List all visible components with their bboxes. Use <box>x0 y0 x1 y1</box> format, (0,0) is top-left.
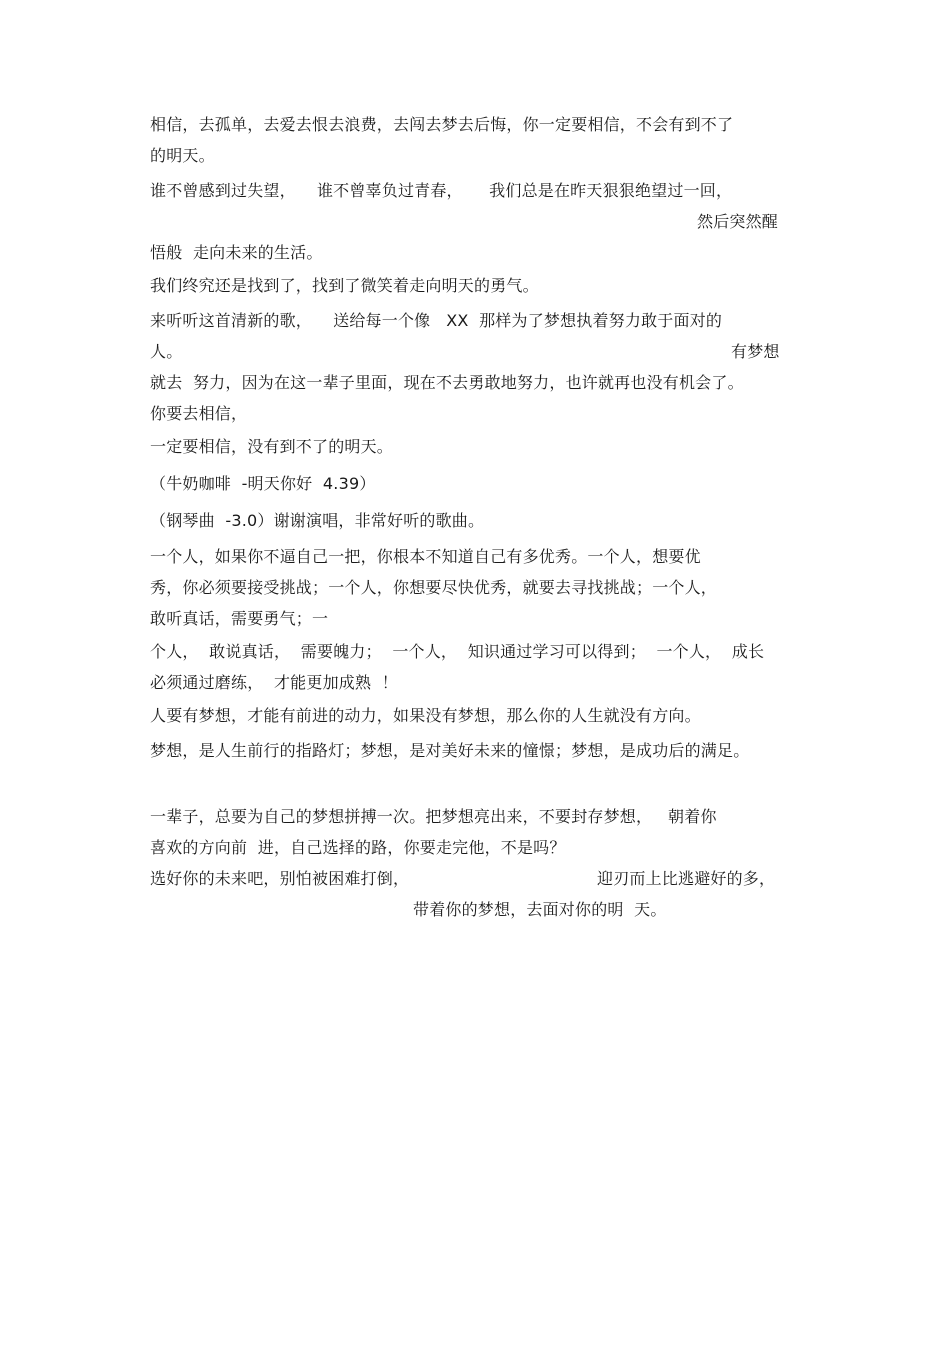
text-line: 的明天。 <box>150 146 215 165</box>
text-line: 我们终究还是找到了，找到了微笑着走向明天的勇气。 <box>150 276 539 295</box>
text-line: 梦想，是人生前行的指路灯；梦想，是对美好未来的憧憬；梦想，是成功后的满足。 <box>150 741 750 760</box>
text-line: 有梦想 <box>731 342 780 361</box>
text-line: 来听听这首清新的歌， 送给每一个像 XX 那样为了梦想执着努力敢于面对的 <box>150 311 723 330</box>
text-line: 就去 努力，因为在这一辈子里面，现在不去勇敢地努力，也许就再也没有机会了。 <box>150 373 744 392</box>
text-line: 悟般 走向未来的生活。 <box>150 243 323 262</box>
text-line: 必须通过磨练， 才能更加成熟 ！ <box>150 673 398 692</box>
text-line: 敢听真话，需要勇气；一 <box>150 609 329 628</box>
text-line: 选好你的未来吧，别怕被困难打倒， <box>150 869 410 888</box>
text-line: 你要去相信， <box>150 404 248 423</box>
text-line: 一辈子，总要为自己的梦想拼搏一次。把梦想亮出来，不要封存梦想， 朝着你 <box>150 807 717 826</box>
text-line: 然后突然醒 <box>697 212 779 231</box>
text-line: 人。 <box>150 342 183 361</box>
text-line: 谁不曾感到过失望， 谁不曾辜负过青春， 我们总是在昨天狠狠绝望过一回， <box>150 181 733 200</box>
text-line: （牛奶咖啡 -明天你好 4.39） <box>150 474 376 493</box>
text-line: 迎刃而上比逃避好的多， <box>597 869 776 888</box>
text-line: 相信，去孤单，去爱去恨去浪费，去闯去梦去后悔，你一定要相信，不会有到不了 <box>150 115 734 134</box>
text-line: 喜欢的方向前 进，自己选择的路，你要走完他，不是吗？ <box>150 838 566 857</box>
text-line: 秀，你必须要接受挑战；一个人，你想要尽快优秀，就要去寻找挑战；一个人， <box>150 578 718 597</box>
text-line: 个人， 敢说真话， 需要魄力； 一个人， 知识通过学习可以得到； 一个人， 成长 <box>150 642 765 661</box>
text-line: 一定要相信，没有到不了的明天。 <box>150 437 394 456</box>
text-line: 一个人，如果你不逼自己一把，你根本不知道自己有多优秀。一个人，想要优 <box>150 547 701 566</box>
text-line: （钢琴曲 -3.0）谢谢演唱，非常好听的歌曲。 <box>150 511 485 530</box>
text-line: 带着你的梦想，去面对你的明 天。 <box>413 900 667 919</box>
text-line: 人要有梦想，才能有前进的动力，如果没有梦想，那么你的人生就没有方向。 <box>150 706 701 725</box>
